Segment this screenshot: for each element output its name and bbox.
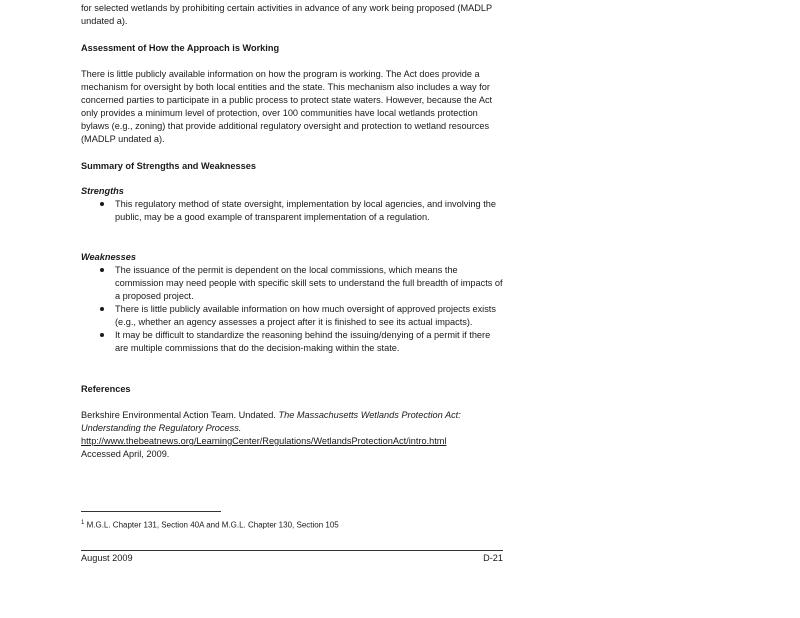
list-item: [81, 198, 503, 224]
list-item: [81, 329, 503, 355]
page-number: D-21: [483, 553, 503, 563]
weaknesses-list: [81, 264, 503, 355]
list-item-text: It may be difficult to standardize the reasoning behind the issuing/denying of a permit if there are multiple commissions that do the decision-making within the state.: [115, 330, 491, 353]
footnote-marker: 1: [81, 520, 85, 526]
list-item: [81, 303, 503, 329]
reference-title: The Massachusetts Wetlands Protection Act: Understanding the Regulatory Process.: [81, 410, 461, 433]
footnote: [81, 517, 339, 532]
strengths-list: [81, 198, 503, 224]
list-item-text: There is little publicly available information on how much oversight of approved projects exists (e.g., whether an agency assesses a project after it is finished to see its actual impacts).: [115, 304, 496, 327]
reference-accessed: Accessed April, 2009.: [81, 449, 170, 459]
footer-date: August 2009: [81, 553, 133, 563]
assessment-paragraph: There is little publicly available information on how the program is working. The Act does provide a mechanism for oversight by both local entities and the state. This mechanism also includes a way for concerned parties to participate in a public process to protect state waters. However, because the Act only provides a minimum level of protection, over 100 communities have local wetlands protection bylaws (e.g., zoning) that provide additional regulatory oversight and protection to wetland resources (MADLP undated a).: [81, 69, 493, 144]
list-item: [81, 264, 503, 303]
assessment-heading: Assessment of How the Approach is Working: [81, 43, 280, 53]
reference-link[interactable]: http://www.thebeatnews.org/LearningCenter/Regulations/WetlandsProtectionAct/intro.html: [81, 436, 447, 446]
references-heading: References: [81, 384, 131, 394]
footnote-text: M.G.L. Chapter 131, Section 40A and M.G.L. Chapter 130, Section 105: [86, 520, 339, 530]
footer-divider: [81, 550, 503, 551]
reference-author: Berkshire Environmental Action Team. Undated.: [81, 410, 276, 420]
bullet-icon: [100, 268, 104, 272]
list-item-text: This regulatory method of state oversight, implementation by local agencies, and involving the public, may be a good example of transparent implementation of a regulation.: [115, 199, 496, 222]
bullet-icon: [100, 333, 104, 337]
weaknesses-label: Weaknesses: [81, 252, 136, 262]
list-item-text: The issuance of the permit is dependent on the local commissions, which means the commission may need people with specific skill sets to understand the full breadth of impacts of a proposed project.: [115, 265, 503, 301]
summary-heading: Summary of Strengths and Weaknesses: [81, 161, 256, 171]
intro-paragraph-continuation: for selected wetlands by prohibiting certain activities in advance of any work being proposed (MADLP undated a).: [81, 3, 492, 26]
bullet-icon: [100, 307, 104, 311]
strengths-label: Strengths: [81, 186, 124, 196]
footnote-divider: [81, 511, 221, 512]
reference-entry: [81, 409, 503, 461]
bullet-icon: [100, 202, 104, 206]
